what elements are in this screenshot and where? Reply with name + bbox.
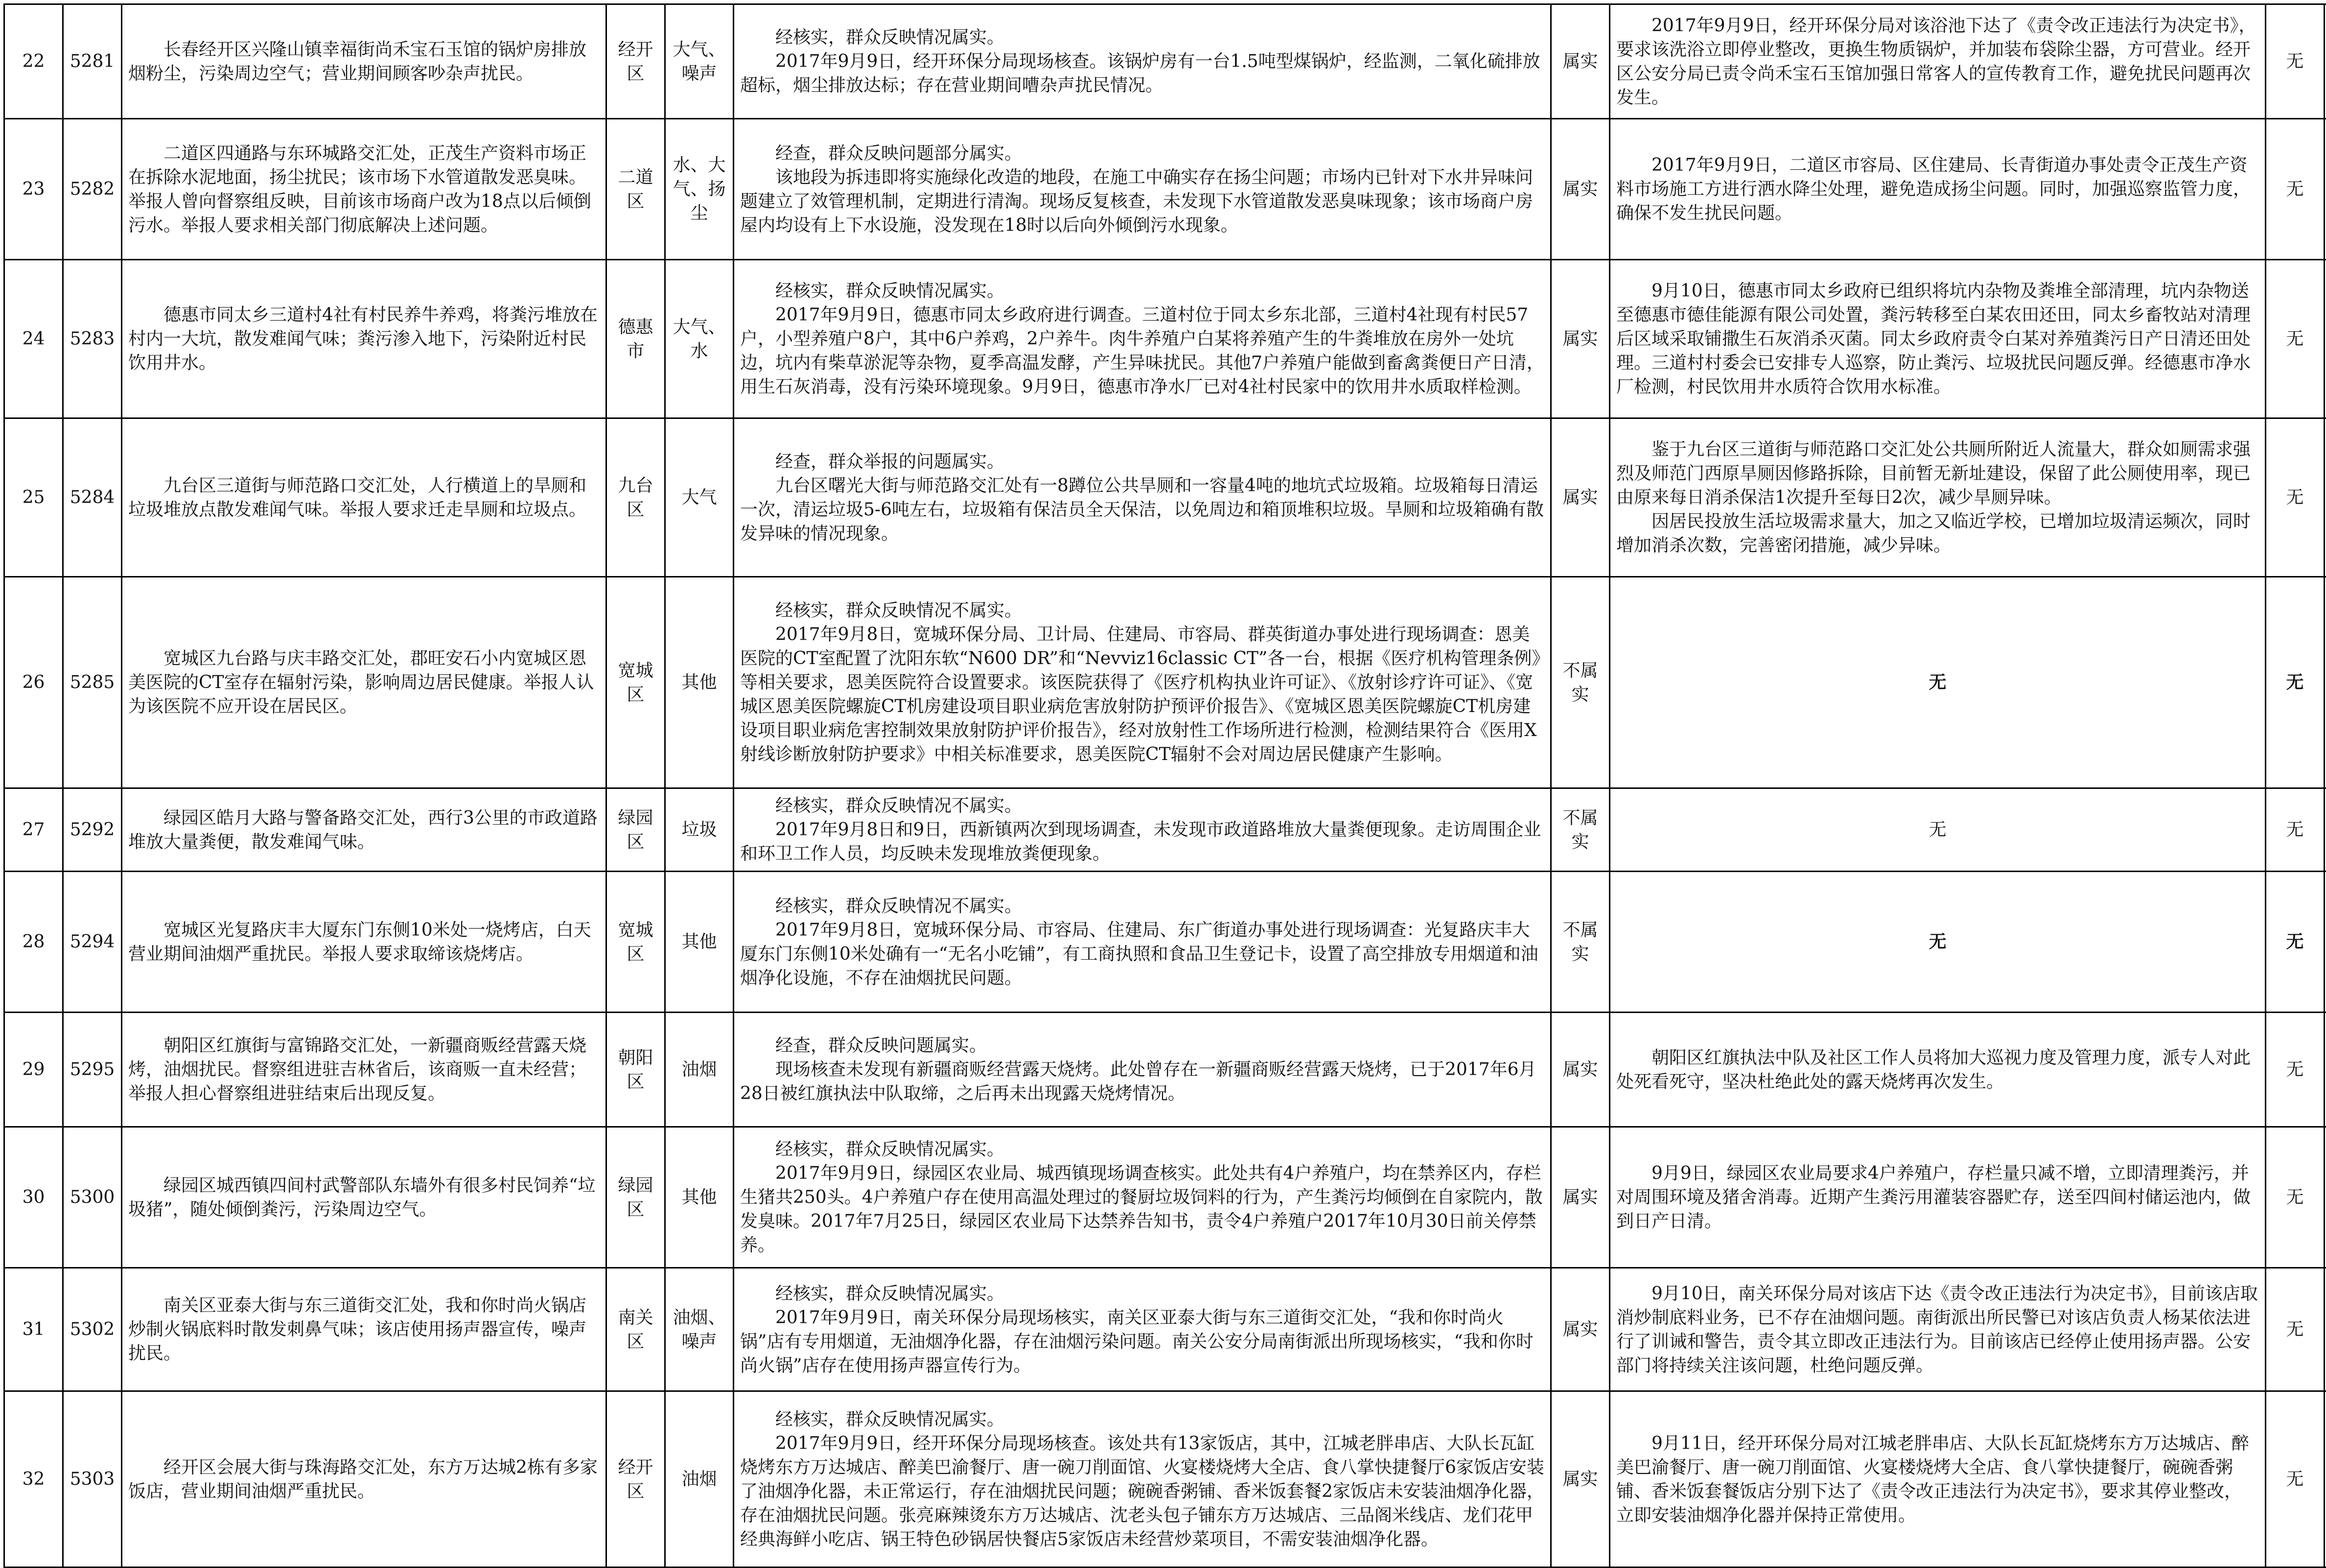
row-number-cell: 30 bbox=[4, 1127, 63, 1268]
table-row bbox=[4, 418, 2326, 577]
verification-status-cell: 不属实 bbox=[1551, 577, 1610, 788]
investigation-result-cell-paragraph: 2017年9月9日，德惠市同太乡政府进行调查。三道村位于同太乡东北部，三道村4社现有村民57户，小型养殖户8户，其中6户养鸡，2户养牛。肉牛养殖户白某将养殖产生的牛粪堆放在房外一处坑边，坑内有柴草淤泥等杂物，夏季高温发酵，产生异味扰民。其他7户养殖户能做到畜禽粪便日产日清，用生石灰消毒，没有污染环境现象。9月9日，德惠市净水厂已对4社村民家中的饮用井水质取样检测。 bbox=[740, 303, 1544, 399]
investigation-result-cell-paragraph: 经查，群众反映问题属实。 bbox=[740, 1034, 1544, 1058]
case-id-cell: 5302 bbox=[63, 1268, 122, 1391]
investigation-result-cell-paragraph: 经核实，群众反映情况不属实。 bbox=[740, 794, 1544, 818]
investigation-result-cell-paragraph: 经核实，群众反映情况不属实。 bbox=[740, 599, 1544, 623]
accountability-cell: 无 bbox=[2266, 4, 2325, 119]
case-id-cell: 5294 bbox=[63, 872, 122, 1013]
investigation-result-cell bbox=[734, 1013, 1551, 1127]
rectification-measures-cell-paragraph: 9月11日，经开环保分局对江城老胖串店、大队长瓦缸烧烤东方万达城店、醉美巴渝餐厅、唐一碗刀削面馆、火宴楼烧烤大全店、食八掌快捷餐厅，碗碗香粥铺、香米饭套餐饭店分别下达了《责令改正违法行为决定书》，要求其停业整改，立即安装油烟净化器并保持正常使用。 bbox=[1616, 1431, 2259, 1527]
district-cell: 经开区 bbox=[606, 1391, 665, 1568]
table-row bbox=[4, 1391, 2326, 1568]
district-cell: 绿园区 bbox=[606, 788, 665, 872]
case-id-cell: 5281 bbox=[63, 4, 122, 119]
complaint-description-cell: 九台区三道街与师范路口交汇处，人行横道上的旱厕和垃圾堆放点散发难闻气味。举报人要求迁走旱厕和垃圾点。 bbox=[122, 418, 606, 577]
investigation-result-cell-paragraph: 2017年9月8日，宽城环保分局、卫计局、住建局、市容局、群英街道办事处进行现场调查：恩美医院的CT室配置了沈阳东软“N600 DR”和“Nevviz16classic CT”各一台，根据《医疗机构管理条例》等相关要求，恩美医院符合设置要求。该医院获得了《医疗机构执业许可证》、《放射诊疗许可证》、《宽城区恩美医院螺旋CT机房建设项目职业病危害放射防护预评价报告》、《宽城区恩美医院螺旋CT机房建设项目职业病危害控制效果放射防护评价报告》，经对放射性工作场所进行检测，检测结果符合《医用X射线诊断放射防护要求》中相关标准要求，恩美医院CT辐射不会对周边居民健康产生影响。 bbox=[740, 623, 1544, 766]
rectification-measures-cell bbox=[1610, 4, 2266, 119]
empty-cell bbox=[2325, 260, 2326, 418]
pollution-type-cell: 油烟 bbox=[665, 1391, 734, 1568]
investigation-result-cell bbox=[734, 1391, 1551, 1568]
investigation-result-cell bbox=[734, 1127, 1551, 1268]
investigation-result-cell bbox=[734, 119, 1551, 260]
investigation-result-cell bbox=[734, 418, 1551, 577]
investigation-result-cell-paragraph: 经核实，群众反映情况属实。 bbox=[740, 1407, 1544, 1431]
rectification-measures-cell-paragraph: 2017年9月9日，二道区市容局、区住建局、长青街道办事处责令正茂生产资料市场施工方进行洒水降尘处理，避免造成扬尘问题。同时，加强巡察监管力度，确保不发生扰民问题。 bbox=[1616, 153, 2259, 225]
pollution-type-cell: 大气、噪声 bbox=[665, 4, 734, 119]
investigation-result-cell-paragraph: 经核实，群众反映情况属实。 bbox=[740, 25, 1544, 49]
district-cell: 德惠市 bbox=[606, 260, 665, 418]
table-row bbox=[4, 119, 2326, 260]
rectification-measures-cell-paragraph: 2017年9月9日，经开环保分局对该浴池下达了《责令改正违法行为决定书》，要求该洗浴立即停业整改，更换生物质锅炉，并加装布袋除尘器，方可营业。经开区公安分局已责令尚禾宝石玉馆加强日常客人的宣传教育工作，避免扰民问题再次发生。 bbox=[1616, 14, 2259, 110]
pollution-type-cell: 其他 bbox=[665, 1127, 734, 1268]
row-number-cell: 32 bbox=[4, 1391, 63, 1568]
complaint-description-cell: 朝阳区红旗街与富锦路交汇处，一新疆商贩经营露天烧烤，油烟扰民。督察组进驻吉林省后，该商贩一直未经营；举报人担心督察组进驻结束后出现反复。 bbox=[122, 1013, 606, 1127]
accountability-cell: 无 bbox=[2266, 872, 2325, 1013]
rectification-measures-cell-paragraph: 无 bbox=[1616, 818, 2259, 842]
empty-cell bbox=[2325, 1268, 2326, 1391]
case-id-cell: 5285 bbox=[63, 577, 122, 788]
verification-status-cell: 属实 bbox=[1551, 1127, 1610, 1268]
accountability-cell: 无 bbox=[2266, 260, 2325, 418]
accountability-cell: 无 bbox=[2266, 1127, 2325, 1268]
investigation-result-cell bbox=[734, 577, 1551, 788]
pollution-type-cell: 油烟、噪声 bbox=[665, 1268, 734, 1391]
table-row bbox=[4, 1268, 2326, 1391]
investigation-result-cell bbox=[734, 872, 1551, 1013]
district-cell: 绿园区 bbox=[606, 1127, 665, 1268]
complaint-description-cell: 南关区亚泰大街与东三道街交汇处，我和你时尚火锅店炒制火锅底料时散发刺鼻气味；该店使用扬声器宣传，噪声扰民。 bbox=[122, 1268, 606, 1391]
accountability-cell: 无 bbox=[2266, 788, 2325, 872]
rectification-measures-cell-paragraph: 无 bbox=[1616, 670, 2259, 694]
verification-status-cell: 不属实 bbox=[1551, 788, 1610, 872]
empty-cell bbox=[2325, 4, 2326, 119]
rectification-measures-cell bbox=[1610, 788, 2266, 872]
verification-status-cell: 属实 bbox=[1551, 1013, 1610, 1127]
investigation-result-cell bbox=[734, 260, 1551, 418]
investigation-result-cell-paragraph: 经核实，群众反映情况属实。 bbox=[740, 1137, 1544, 1161]
investigation-result-cell-paragraph: 九台区曙光大街与师范路交汇处有一8蹲位公共旱厕和一容量4吨的地坑式垃圾箱。垃圾箱每日清运一次，清运垃圾5-6吨左右，垃圾箱有保洁员全天保洁，以免周边和箱顶堆积垃圾。旱厕和垃圾箱确有散发异味的情况现象。 bbox=[740, 474, 1544, 546]
investigation-result-cell-paragraph: 经核实，群众反映情况属实。 bbox=[740, 1282, 1544, 1306]
table-body bbox=[4, 4, 2326, 1568]
district-cell: 宽城区 bbox=[606, 872, 665, 1013]
row-number-cell: 26 bbox=[4, 577, 63, 788]
empty-cell bbox=[2325, 1127, 2326, 1268]
case-id-cell: 5284 bbox=[63, 418, 122, 577]
rectification-measures-cell-paragraph: 因居民投放生活垃圾需求量大，加之又临近学校，已增加垃圾清运频次，同时增加消杀次数，完善密闭措施，减少异味。 bbox=[1616, 509, 2259, 557]
investigation-result-cell-paragraph: 2017年9月8日，宽城环保分局、市容局、住建局、东广街道办事处进行现场调查：光复路庆丰大厦东门东侧10米处确有一“无名小吃铺”，有工商执照和食品卫生登记卡，设置了高空排放专用烟道和油烟净化设施，不存在油烟扰民问题。 bbox=[740, 918, 1544, 990]
pollution-type-cell: 油烟 bbox=[665, 1013, 734, 1127]
pollution-type-cell: 大气 bbox=[665, 418, 734, 577]
investigation-result-cell-paragraph: 该地段为拆违即将实施绿化改造的地段，在施工中确实存在扬尘问题；市场内已针对下水井异味问题建立了效管理机制，定期进行清淘。现场反复核查，未发现下水管道散发恶臭味现象；该市场商户房屋内均设有上下水设施，没发现在18时以后向外倾倒污水现象。 bbox=[740, 165, 1544, 237]
empty-cell bbox=[2325, 577, 2326, 788]
empty-cell bbox=[2325, 418, 2326, 577]
case-id-cell: 5295 bbox=[63, 1013, 122, 1127]
rectification-measures-cell bbox=[1610, 260, 2266, 418]
verification-status-cell: 属实 bbox=[1551, 1391, 1610, 1568]
rectification-measures-cell-paragraph: 无 bbox=[1616, 930, 2259, 954]
investigation-result-cell bbox=[734, 4, 1551, 119]
complaint-description-cell: 绿园区皓月大路与警备路交汇处，西行3公里的市政道路堆放大量粪便，散发难闻气味。 bbox=[122, 788, 606, 872]
district-cell: 九台区 bbox=[606, 418, 665, 577]
table-row bbox=[4, 577, 2326, 788]
verification-status-cell: 属实 bbox=[1551, 1268, 1610, 1391]
rectification-measures-cell-paragraph: 9月10日，南关环保分局对该店下达《责令改正违法行为决定书》，目前该店取消炒制底料业务，已不存在油烟问题。南街派出所民警已对该店负责人杨某依法进行了训诫和警告，责令其立即改正违法行为。目前该店已经停止使用扬声器。公安部门将持续关注该问题，杜绝问题反弹。 bbox=[1616, 1282, 2259, 1378]
complaint-description-cell: 二道区四通路与东环城路交汇处，正茂生产资料市场正在拆除水泥地面，扬尘扰民；该市场下水管道散发恶臭味。举报人曾向督察组反映，目前该市场商户改为18点以后倾倒污水。举报人要求相关部门彻底解决上述问题。 bbox=[122, 119, 606, 260]
accountability-cell: 无 bbox=[2266, 418, 2325, 577]
investigation-result-cell-paragraph: 经查，群众举报的问题属实。 bbox=[740, 450, 1544, 474]
table-row bbox=[4, 260, 2326, 418]
complaint-description-cell: 宽城区九台路与庆丰路交汇处，郡旺安石小内宽城区恩美医院的CT室存在辐射污染，影响周边居民健康。举报人认为该医院不应开设在居民区。 bbox=[122, 577, 606, 788]
accountability-cell: 无 bbox=[2266, 119, 2325, 260]
rectification-measures-cell bbox=[1610, 1268, 2266, 1391]
verification-status-cell: 属实 bbox=[1551, 418, 1610, 577]
rectification-measures-cell bbox=[1610, 1391, 2266, 1568]
complaint-handling-table bbox=[3, 3, 2326, 1568]
investigation-result-cell-paragraph: 2017年9月9日，经开环保分局现场核查。该处共有13家饭店，其中，江城老胖串店、大队长瓦缸烧烤东方万达城店、醉美巴渝餐厅、唐一碗刀削面馆、火宴楼烧烤大全店、食八掌快捷餐厅6家饭店安装了油烟净化器，未正常运行，存在油烟扰民问题；碗碗香粥铺、香米饭套餐2家饭店未安装油烟净化器，存在油烟扰民问题。张亮麻辣烫东方万达城店、沈老头包子铺东方万达城店、三品阁米线店、龙们花甲经典海鲜小吃店、锅王特色砂锅居快餐店5家饭店未经营炒菜项目，不需安装油烟净化器。 bbox=[740, 1431, 1544, 1551]
row-number-cell: 22 bbox=[4, 4, 63, 119]
row-number-cell: 31 bbox=[4, 1268, 63, 1391]
investigation-result-cell-paragraph: 经核实，群众反映情况属实。 bbox=[740, 279, 1544, 303]
accountability-cell: 无 bbox=[2266, 1013, 2325, 1127]
accountability-cell: 无 bbox=[2266, 1391, 2325, 1568]
rectification-measures-cell-paragraph: 朝阳区红旗执法中队及社区工作人员将加大巡视力度及管理力度，派专人对此处死看死守，坚决杜绝此处的露天烧烤再次发生。 bbox=[1616, 1046, 2259, 1094]
verification-status-cell: 属实 bbox=[1551, 119, 1610, 260]
pollution-type-cell: 其他 bbox=[665, 872, 734, 1013]
empty-cell bbox=[2325, 1391, 2326, 1568]
empty-cell bbox=[2325, 1013, 2326, 1127]
pollution-type-cell: 大气、水 bbox=[665, 260, 734, 418]
verification-status-cell: 不属实 bbox=[1551, 872, 1610, 1013]
district-cell: 宽城区 bbox=[606, 577, 665, 788]
verification-status-cell: 属实 bbox=[1551, 260, 1610, 418]
investigation-result-cell-paragraph: 2017年9月8日和9日，西新镇两次到现场调查，未发现市政道路堆放大量粪便现象。走访周围企业和环卫工作人员，均反映未发现堆放粪便现象。 bbox=[740, 818, 1544, 866]
investigation-result-cell-paragraph: 2017年9月9日，经开环保分局现场核查。该锅炉房有一台1.5吨型煤锅炉，经监测，二氧化硫排放超标，烟尘排放达标；存在营业期间嘈杂声扰民情况。 bbox=[740, 49, 1544, 97]
empty-cell bbox=[2325, 788, 2326, 872]
row-number-cell: 24 bbox=[4, 260, 63, 418]
complaint-description-cell: 经开区会展大街与珠海路交汇处，东方万达城2栋有多家饭店，营业期间油烟严重扰民。 bbox=[122, 1391, 606, 1568]
complaint-description-cell: 德惠市同太乡三道村4社有村民养牛养鸡，将粪污堆放在村内一大坑，散发难闻气味；粪污渗入地下，污染附近村民饮用井水。 bbox=[122, 260, 606, 418]
rectification-measures-cell bbox=[1610, 872, 2266, 1013]
investigation-result-cell-paragraph: 经核实，群众反映情况不属实。 bbox=[740, 894, 1544, 918]
case-id-cell: 5282 bbox=[63, 119, 122, 260]
table-row bbox=[4, 1127, 2326, 1268]
case-id-cell: 5303 bbox=[63, 1391, 122, 1568]
investigation-result-cell-paragraph: 经查，群众反映问题部分属实。 bbox=[740, 141, 1544, 165]
empty-cell bbox=[2325, 119, 2326, 260]
row-number-cell: 23 bbox=[4, 119, 63, 260]
district-cell: 经开区 bbox=[606, 4, 665, 119]
rectification-measures-cell bbox=[1610, 1013, 2266, 1127]
accountability-cell: 无 bbox=[2266, 1268, 2325, 1391]
district-cell: 二道区 bbox=[606, 119, 665, 260]
verification-status-cell: 属实 bbox=[1551, 4, 1610, 119]
row-number-cell: 25 bbox=[4, 418, 63, 577]
investigation-result-cell bbox=[734, 1268, 1551, 1391]
district-cell: 南关区 bbox=[606, 1268, 665, 1391]
row-number-cell: 27 bbox=[4, 788, 63, 872]
rectification-measures-cell bbox=[1610, 119, 2266, 260]
empty-cell bbox=[2325, 872, 2326, 1013]
table-row bbox=[4, 788, 2326, 872]
district-cell: 朝阳区 bbox=[606, 1013, 665, 1127]
table-row bbox=[4, 4, 2326, 119]
case-id-cell: 5283 bbox=[63, 260, 122, 418]
pollution-type-cell: 其他 bbox=[665, 577, 734, 788]
pollution-type-cell: 水、大气、扬尘 bbox=[665, 119, 734, 260]
pollution-type-cell: 垃圾 bbox=[665, 788, 734, 872]
investigation-result-cell bbox=[734, 788, 1551, 872]
rectification-measures-cell-paragraph: 鉴于九台区三道街与师范路口交汇处公共厕所附近人流量大，群众如厕需求强烈及师范门西原旱厕因修路拆除，目前暂无新址建设，保留了此公厕使用率，现已由原来每日消杀保洁1次提升至每日2次，减少旱厕异味。 bbox=[1616, 438, 2259, 509]
rectification-measures-cell bbox=[1610, 577, 2266, 788]
accountability-cell: 无 bbox=[2266, 577, 2325, 788]
table-row bbox=[4, 872, 2326, 1013]
investigation-result-cell-paragraph: 现场核查未发现有新疆商贩经营露天烧烤。此处曾存在一新疆商贩经营露天烧烤，已于2017年6月28日被红旗执法中队取缔，之后再未出现露天烧烤情况。 bbox=[740, 1058, 1544, 1106]
investigation-result-cell-paragraph: 2017年9月9日，南关环保分局现场核实，南关区亚泰大街与东三道街交汇处，“我和你时尚火锅”店有专用烟道，无油烟净化器，存在油烟污染问题。南关公安分局南街派出所现场核实，“我和你时尚火锅”店存在使用扬声器宣传行为。 bbox=[740, 1306, 1544, 1378]
rectification-measures-cell-paragraph: 9月9日，绿园区农业局要求4户养殖户，存栏量只减不增，立即清理粪污，并对周围环境及猪舍消毒。近期产生粪污用灌装容器贮存，送至四间村储运池内，做到日产日清。 bbox=[1616, 1161, 2259, 1233]
complaint-description-cell: 宽城区光复路庆丰大厦东门东侧10米处一烧烤店，白天营业期间油烟严重扰民。举报人要求取缔该烧烤店。 bbox=[122, 872, 606, 1013]
rectification-measures-cell bbox=[1610, 1127, 2266, 1268]
case-id-cell: 5300 bbox=[63, 1127, 122, 1268]
table-row bbox=[4, 1013, 2326, 1127]
complaint-description-cell: 长春经开区兴隆山镇幸福街尚禾宝石玉馆的锅炉房排放烟粉尘，污染周边空气；营业期间顾客吵杂声扰民。 bbox=[122, 4, 606, 119]
investigation-result-cell-paragraph: 2017年9月9日，绿园区农业局、城西镇现场调查核实。此处共有4户养殖户，均在禁养区内，存栏生猪共250头。4户养殖户存在使用高温处理过的餐厨垃圾饲料的行为，产生粪污均倾倒在自家院内，散发臭味。2017年7月25日，绿园区农业局下达禁养告知书，责令4户养殖户2017年10月30日前关停禁养。 bbox=[740, 1161, 1544, 1257]
case-id-cell: 5292 bbox=[63, 788, 122, 872]
row-number-cell: 29 bbox=[4, 1013, 63, 1127]
row-number-cell: 28 bbox=[4, 872, 63, 1013]
rectification-measures-cell bbox=[1610, 418, 2266, 577]
rectification-measures-cell-paragraph: 9月10日，德惠市同太乡政府已组织将坑内杂物及粪堆全部清理，坑内杂物送至德惠市德佳能源有限公司处置，粪污转移至白某农田还田，同太乡畜牧站对清理后区域采取铺撒生石灰消杀灭菌。同太乡政府责令白某对养殖粪污日产日清还田处理。三道村村委会已安排专人巡察，防止粪污、垃圾扰民问题反弹。经德惠市净水厂检测，村民饮用井水质符合饮用水标准。 bbox=[1616, 279, 2259, 399]
complaint-description-cell: 绿园区城西镇四间村武警部队东墙外有很多村民饲养“垃圾猪”，随处倾倒粪污，污染周边空气。 bbox=[122, 1127, 606, 1268]
